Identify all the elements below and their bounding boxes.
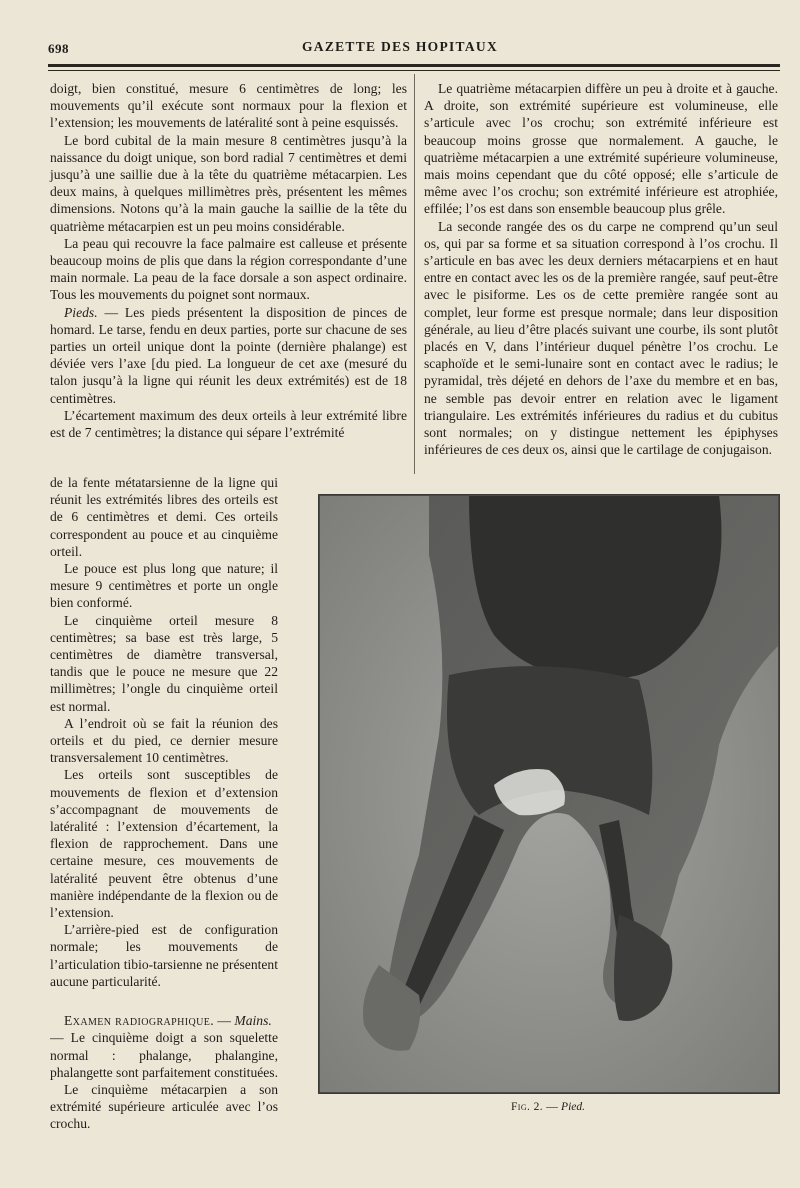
figure-caption-prefix: Fig. 2. — bbox=[510, 1101, 559, 1113]
paragraph: Le bord cubital de la main mesure 8 centimètres jusqu’à la naissance du doigt unique, son bord radial 7 centimètres et demi jusqu’à une saillie due à la tête du quatrième métacarpien. Les deux mains, à quelques millimètres près, présentent les mêmes dimensions. Notons qu’à la main gauche la saillie de la tête du quatrième métacarpien est un peu moins considérable. bbox=[50, 132, 407, 234]
paragraph: La seconde rangée des os du carpe ne comprend qu’un seul os, qui par sa forme et sa situation correspond à l’os crochu. Il s’articule en bas avec les deux derniers métacarpiens et en haut entre en contact avec les os de la première rangée, sauf peut-être avec le pisiforme. Les os de cette première rangée sont au complet, leur forme est presque normale; dans leur disposition générale, au lieu d’être placés suivant une courbe, ils sont plutôt placés en V, dans l’intérieur duquel pénètre l’os crochu. Le scaphoïde et le semi-lunaire sont en contact avec le radius; le pyramidal, très déjeté en dehors de l’axe du membre et en bas, ne semble pas devoir entrer en relation avec le ligament triangulaire. Les extrémités inférieures du radius et du cubitus sont normales; on y distingue nettement les épiphyses inférieures de ces deux os, ainsi que le cartilage de conjugaison. bbox=[424, 218, 778, 458]
paragraph: de la fente métatarsienne de la ligne qui réunit les extrémités libres des orteils est de 6 centimètres et demi. Ces orteils correspondent au pouce et au cinquième orteil. bbox=[50, 475, 278, 559]
paragraph: Le quatrième métacarpien diffère un peu à droite et à gauche. A droite, son extrémité supérieure est volumineuse, elle s’articule avec l’os crochu; son extrémité inférieure est beaucoup moins grosse que normalement. A gauche, le quatrième métacarpien a une extrémité supérieure volumineuse, mais moins cependant que du côté opposé; elle s’articule de même avec l’os crochu; son extrémité inférieure est atrophiée, effilée; l’os est dans son ensemble beaucoup plus grêle. bbox=[424, 81, 778, 217]
section-heading: Examen radiographique. — Mains. bbox=[64, 1013, 272, 1029]
paragraph: Le cinquième métacarpien a son extrémité supérieure articulée avec l’os crochu. bbox=[50, 1081, 278, 1132]
subsection-label: Pieds. bbox=[64, 304, 98, 320]
left-column-top bbox=[50, 80, 407, 441]
running-title: GAZETTE DES HOPITAUX bbox=[301, 39, 499, 54]
paragraph: doigt, bien constitué, mesure 6 centimètres de long; les mouvements qu’il exécute sont normaux pour la flexion et l’extension; les mouvements de latéralité sont à peine esquissés. bbox=[50, 81, 407, 131]
header-rule-thick bbox=[48, 64, 780, 67]
figure-caption-label: Pied. bbox=[561, 1101, 585, 1113]
paragraph: L’écartement maximum des deux orteils à leur extrémité libre est de 7 centimètres; la distance qui sépare l’extrémité bbox=[50, 407, 407, 441]
page-number: 698 bbox=[48, 41, 69, 56]
section-gap bbox=[50, 990, 278, 1012]
paragraph: Le cinquième orteil mesure 8 centimètres; sa base est très large, 5 centimètres de diamètre transversal, tandis que le pouce ne mesure que 22 millimètres; l’ongle du cinquième orteil est normal. bbox=[50, 612, 278, 714]
figure-caption bbox=[318, 1101, 778, 1113]
paragraph: L’arrière-pied est de configuration normale; les mouvements de l’articulation tibio-tarsienne ne présentent aucune particularité. bbox=[50, 922, 278, 989]
section-title: Examen radiographique. bbox=[64, 1013, 215, 1029]
paragraph: — Le cinquième doigt a son squelette normal : phalange, phalangine, phalangette sont parfaitement constituées. bbox=[50, 1030, 278, 1080]
radiograph-image bbox=[319, 495, 779, 1093]
header-rule-thin bbox=[48, 70, 780, 71]
paragraph-text: — Les pieds présentent la disposition de pinces de homard. Le tarse, fendu en deux parties, porte sur chacune de ses parties un orteil unique dont la pointe (dernière phalange) est déviée vers l’axe [du pied. La longueur de cet axe (mesuré du talon jusqu’à la ligne qui réunit les deux extrémités) est de 18 centimètres. bbox=[50, 304, 407, 406]
left-column-narrow bbox=[50, 474, 278, 1133]
paragraph: Les orteils sont susceptibles de mouvements de flexion et d’extension s’accompagnant de mouvements de latéralité : l’extension d’écartement, la flexion de rapprochement. Dans une certaine mesure, ces mouvements de latéralité peuvent être obtenus d’une manière indépendante de la flexion ou de l’extension. bbox=[50, 767, 278, 921]
paragraph: A l’endroit où se fait la réunion des orteils et du pied, ce dernier mesure transversalement 10 centimètres. bbox=[50, 715, 278, 766]
paragraph: La peau qui recouvre la face palmaire est calleuse et présente beaucoup moins de plis que dans la région correspondante d’une main normale. La peau de la face dorsale a son aspect ordinaire. Tous les mouvements du poignet sont normaux. bbox=[50, 235, 407, 303]
radiograph-figure bbox=[318, 494, 780, 1094]
section-subtitle: Mains. bbox=[234, 1013, 272, 1029]
right-column bbox=[424, 80, 778, 458]
paragraph: Le pouce est plus long que nature; il mesure 9 centimètres et porte un ongle bien conformé. bbox=[50, 561, 278, 611]
paragraph bbox=[50, 304, 407, 407]
column-divider bbox=[414, 74, 415, 474]
